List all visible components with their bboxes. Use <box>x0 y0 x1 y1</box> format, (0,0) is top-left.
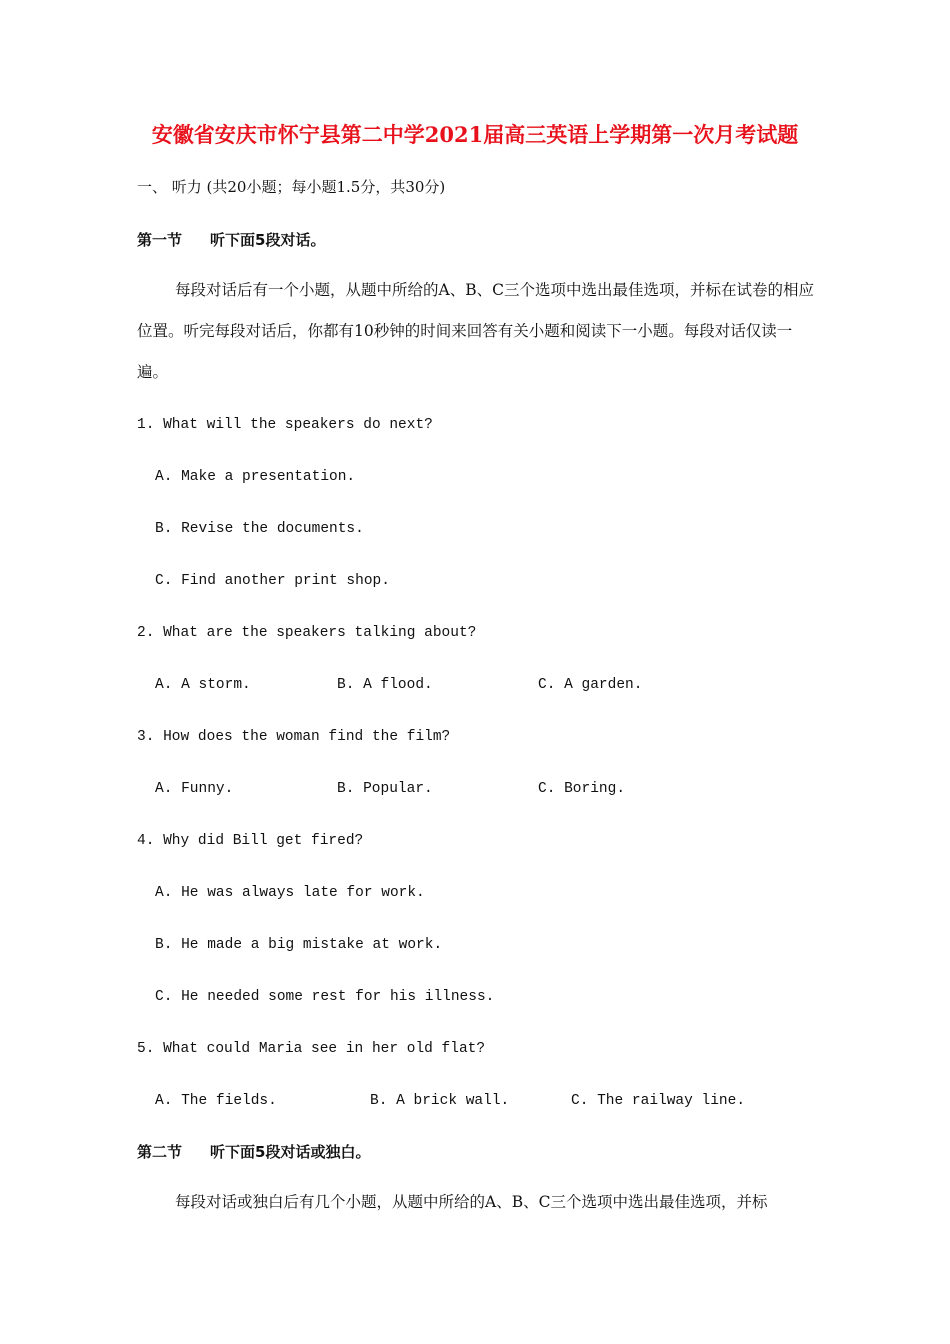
section2-instructions: 每段对话或独白后有几个小题，从题中所给的A、B、C三个选项中选出最佳选项，并标 <box>175 1193 768 1211</box>
question-3-stem: 3. How does the woman find the film? <box>137 729 451 745</box>
section2-heading <box>137 1142 370 1162</box>
question-4-option-c: C. He needed some rest for his illness. <box>155 989 495 1005</box>
section1-title: 听下面5段对话。 <box>210 231 326 249</box>
document-title: 安徽省安庆市怀宁县第二中学2021届高三英语上学期第一次月考试题 <box>151 122 799 147</box>
section1-label: 第一节 <box>137 231 183 249</box>
question-1-option-a: A. Make a presentation. <box>155 469 356 485</box>
question-2-stem: 2. What are the speakers talking about? <box>137 625 477 641</box>
part1-heading: 一、 听力 (共20小题；每小题1.5分，共30分) <box>137 178 446 196</box>
question-4-option-a: A. He was always late for work. <box>155 885 425 901</box>
question-1-option-b: B. Revise the documents. <box>155 521 364 537</box>
section2-label: 第二节 <box>137 1143 183 1161</box>
section2-title: 听下面5段对话或独白。 <box>210 1143 371 1161</box>
question-1-stem: 1. What will the speakers do next? <box>137 417 433 433</box>
question-2-option-a: A. A storm. <box>155 677 251 693</box>
section1-heading <box>137 230 325 250</box>
question-2-option-b: B. A flood. <box>337 677 433 693</box>
question-5-stem: 5. What could Maria see in her old flat? <box>137 1041 486 1057</box>
question-3-option-c: C. Boring. <box>538 781 626 797</box>
question-3-option-a: A. Funny. <box>155 781 234 797</box>
question-4-stem: 4. Why did Bill get fired? <box>137 833 364 849</box>
question-4-option-b: B. He made a big mistake at work. <box>155 937 443 953</box>
section1-instructions: 每段对话后有一个小题，从题中所给的A、B、C三个选项中选出最佳选项，并标在试卷的相应位置。听完每段对话后，你都有10秒钟的时间来回答有关小题和阅读下一小题。每段对话仅读一遍。 <box>137 281 814 381</box>
question-5-option-c: C. The railway line. <box>571 1093 746 1109</box>
question-5-option-a: A. The fields. <box>155 1093 277 1109</box>
question-2-option-c: C. A garden. <box>538 677 643 693</box>
question-1-option-c: C. Find another print shop. <box>155 573 390 589</box>
question-3-option-b: B. Popular. <box>337 781 433 797</box>
question-5-option-b: B. A brick wall. <box>370 1093 510 1109</box>
